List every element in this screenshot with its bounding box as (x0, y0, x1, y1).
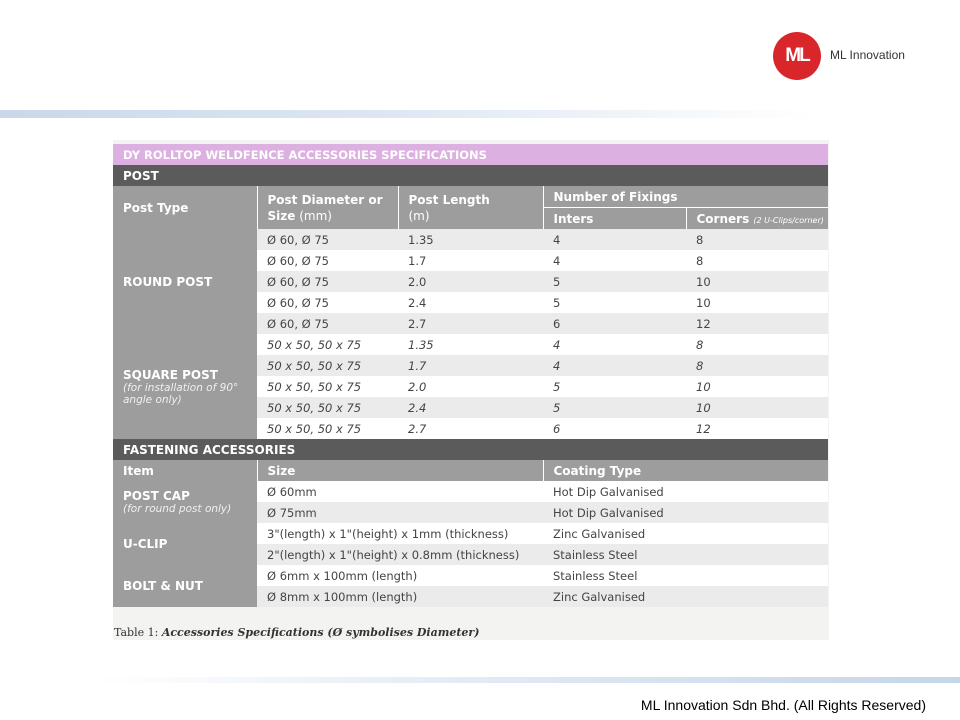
logo-text: ML (785, 45, 809, 66)
cell-inters: 4 (543, 334, 686, 355)
post-cap-note: (for round post only) (123, 503, 232, 515)
post-header-row (113, 186, 828, 208)
cell-corners: 8 (686, 355, 828, 376)
spec-document (113, 140, 829, 640)
table-row (113, 523, 828, 544)
cell-corners: 10 (686, 397, 828, 418)
header-item: Item (113, 460, 257, 481)
cell-size: 50 x 50, 50 x 75 (257, 355, 398, 376)
cell-size: 50 x 50, 50 x 75 (257, 334, 398, 355)
cell-size: Ø 60, Ø 75 (257, 250, 398, 271)
header-corners-label: Corners (696, 211, 750, 226)
header-fixings: Number of Fixings (543, 186, 828, 208)
bottom-divider (0, 677, 960, 683)
caption-prefix: Table 1: (114, 626, 162, 639)
cell-corners: 12 (686, 418, 828, 439)
cell-inters: 4 (543, 229, 686, 250)
cell-length: 1.7 (398, 355, 543, 376)
cell-size: 50 x 50, 50 x 75 (257, 376, 398, 397)
cell-coating: Zinc Galvanised (543, 586, 828, 607)
header-post-length (398, 186, 543, 229)
cell-size: Ø 75mm (257, 502, 543, 523)
cell-size: Ø 60, Ø 75 (257, 271, 398, 292)
header-corners (686, 208, 828, 230)
header-post-length-label: Post Length (408, 192, 490, 207)
cell-size: Ø 6mm x 100mm (length) (257, 565, 543, 586)
post-cap-label (113, 481, 257, 523)
brand-logo (773, 32, 821, 80)
cell-inters: 5 (543, 271, 686, 292)
cell-corners: 10 (686, 271, 828, 292)
cell-length: 2.4 (398, 292, 543, 313)
header-post-length-unit: (m) (408, 208, 430, 223)
cell-length: 1.35 (398, 229, 543, 250)
table-title-row (113, 144, 828, 165)
header-size: Size (257, 460, 543, 481)
header-post-diameter-unit: (mm) (295, 208, 332, 223)
cell-length: 1.35 (398, 334, 543, 355)
table-row (113, 481, 828, 502)
square-post-note: (for installation of 90° angle only) (123, 381, 239, 406)
cell-length: 1.7 (398, 250, 543, 271)
fastening-section-title: FASTENING ACCESSORIES (113, 439, 828, 460)
table-row (113, 565, 828, 586)
table-row (113, 334, 828, 355)
cell-corners: 8 (686, 250, 828, 271)
cell-length: 2.0 (398, 271, 543, 292)
cell-length: 2.4 (398, 397, 543, 418)
top-divider (0, 110, 960, 118)
header-corners-note: (2 U-Clips/corner) (753, 215, 824, 225)
header-post-diameter-line2: Size (267, 208, 296, 223)
cell-size: 2"(length) x 1"(height) x 0.8mm (thickness) (257, 544, 543, 565)
cell-corners: 10 (686, 376, 828, 397)
cell-corners: 8 (686, 229, 828, 250)
cell-inters: 4 (543, 250, 686, 271)
cell-size: Ø 60, Ø 75 (257, 229, 398, 250)
cell-size: 50 x 50, 50 x 75 (257, 418, 398, 439)
cell-length: 2.7 (398, 418, 543, 439)
cell-corners: 10 (686, 292, 828, 313)
bolt-nut-label: BOLT & NUT (113, 565, 257, 607)
cell-size: Ø 60, Ø 75 (257, 313, 398, 334)
cell-length: 2.0 (398, 376, 543, 397)
cell-coating: Stainless Steel (543, 565, 828, 586)
cell-inters: 5 (543, 292, 686, 313)
cell-size: 3"(length) x 1"(height) x 1mm (thickness) (257, 523, 543, 544)
cell-coating: Hot Dip Galvanised (543, 502, 828, 523)
footer-copyright: ML Innovation Sdn Bhd. (All Rights Reserved) (640, 697, 926, 713)
header-post-diameter (257, 186, 398, 229)
square-post-title: SQUARE POST (123, 367, 218, 382)
cell-size: Ø 60mm (257, 481, 543, 502)
header-coating: Coating Type (543, 460, 828, 481)
cell-size: Ø 8mm x 100mm (length) (257, 586, 543, 607)
u-clip-label: U-CLIP (113, 523, 257, 565)
cell-coating: Stainless Steel (543, 544, 828, 565)
cell-inters: 6 (543, 313, 686, 334)
square-post-label (113, 334, 257, 439)
post-section-row (113, 165, 828, 186)
table-row (113, 229, 828, 250)
post-cap-title: POST CAP (123, 489, 190, 503)
cell-corners: 8 (686, 334, 828, 355)
cell-inters: 4 (543, 355, 686, 376)
fastening-section-row (113, 439, 828, 460)
caption-text: Accessories Specifications (Ø symbolises Diameter) (161, 626, 480, 639)
cell-size: Ø 60, Ø 75 (257, 292, 398, 313)
cell-coating: Hot Dip Galvanised (543, 481, 828, 502)
cell-length: 2.7 (398, 313, 543, 334)
cell-inters: 6 (543, 418, 686, 439)
brand-name: ML Innovation (830, 48, 905, 62)
header-post-diameter-line1: Post Diameter or (267, 192, 383, 207)
round-post-label: ROUND POST (113, 229, 257, 334)
cell-corners: 12 (686, 313, 828, 334)
cell-inters: 5 (543, 376, 686, 397)
post-section-title: POST (113, 165, 828, 186)
cell-size: 50 x 50, 50 x 75 (257, 397, 398, 418)
table-title: DY ROLLTOP WELDFENCE ACCESSORIES SPECIFICATIONS (113, 144, 828, 165)
cell-inters: 5 (543, 397, 686, 418)
spec-table (113, 144, 828, 607)
fastening-header-row (113, 460, 828, 481)
table-caption (114, 626, 479, 639)
header-inters: Inters (543, 208, 686, 230)
header-post-type: Post Type (113, 186, 257, 229)
cell-coating: Zinc Galvanised (543, 523, 828, 544)
